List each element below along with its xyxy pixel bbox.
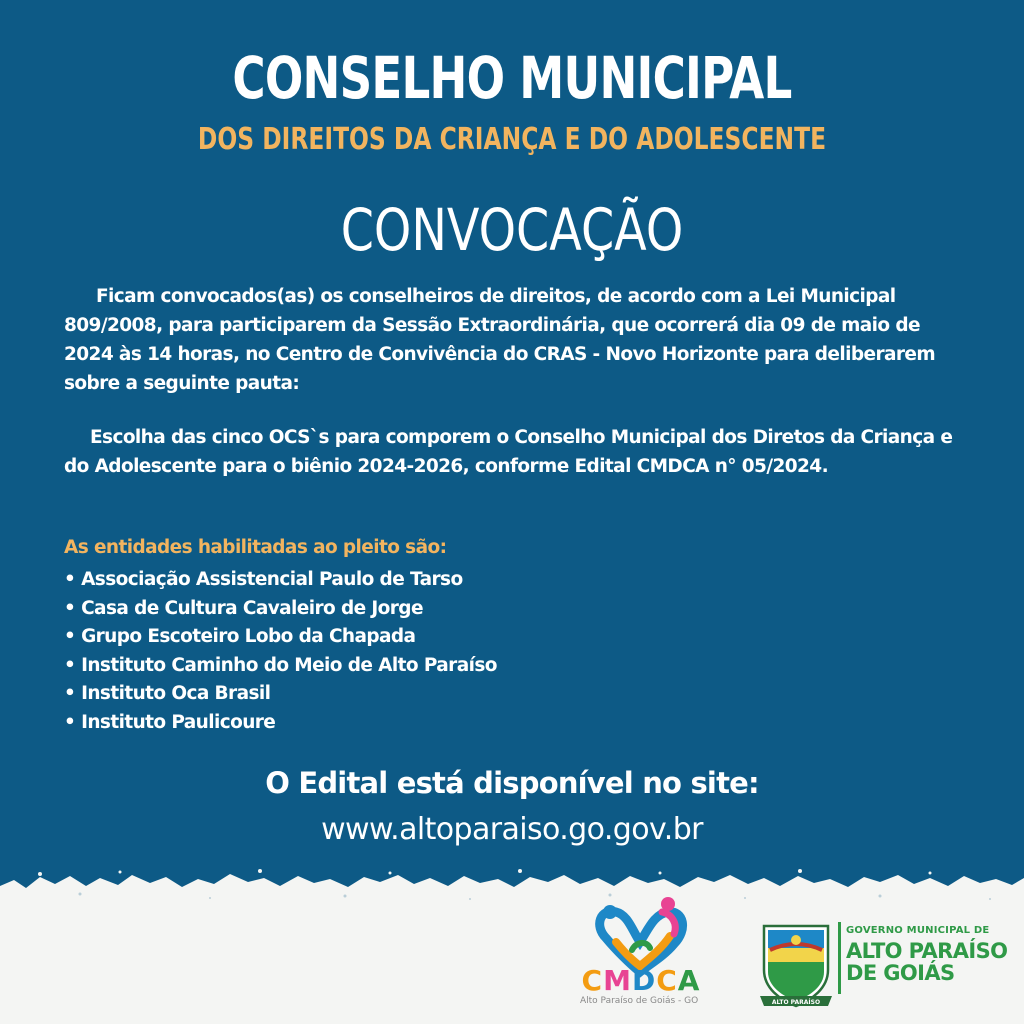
- cmdca-letter: C: [581, 964, 604, 997]
- list-item: • Associação Assistencial Paulo de Tarso: [64, 566, 497, 595]
- website-link[interactable]: www.altoparaiso.go.gov.br: [321, 812, 703, 847]
- cmdca-location: Alto Paraíso de Goiás - GO: [580, 996, 699, 1006]
- gov-label: GOVERNO MUNICIPAL DE: [846, 925, 990, 936]
- entities-title: As entidades habilitadas ao pleito são:: [64, 537, 447, 558]
- cmdca-letter: C: [656, 964, 678, 997]
- paragraph-agenda: Escolha das cinco OCS`s para comporem o Conselho Municipal dos Diretos da Criança e do Adolescente para o biênio 2024-2026, conforme Edital CMDCA n° 05/2024.: [64, 427, 953, 477]
- gov-name-line2: DE GOIÁS: [846, 961, 955, 985]
- svg-text:ALTO PARAÍSO: ALTO PARAÍSO: [771, 999, 821, 1006]
- list-item: • Instituto Paulicoure: [64, 709, 497, 738]
- list-item: • Casa de Cultura Cavaleiro de Jorge: [64, 595, 497, 624]
- list-item: • Grupo Escoteiro Lobo da Chapada: [64, 623, 497, 652]
- gov-divider: [838, 922, 841, 994]
- cmdca-letter: A: [677, 964, 701, 997]
- paragraph-convocation: Ficam convocados(as) os conselheiros de direitos, de acordo com a Lei Municipal 809/2008, para participarem da Sessão Extraordinária, que ocorrerá dia 09 de maio de 2024 às 14 horas, no Centro de Convivência do CRAS - Novo Horizonte para deliberarem sobre a seguinte pauta:: [64, 286, 935, 394]
- cmdca-wordmark: [576, 964, 706, 997]
- list-item: • Instituto Oca Brasil: [64, 680, 497, 709]
- page-title: CONSELHO MUNICIPAL: [232, 44, 792, 112]
- edital-cta: O Edital está disponível no site:: [265, 766, 759, 800]
- gov-name-line1: ALTO PARAÍSO: [846, 939, 1008, 963]
- municipal-crest-icon: [756, 916, 836, 1012]
- convocation-heading: CONVOCAÇÃO: [340, 196, 684, 264]
- entities-list: [64, 566, 497, 737]
- cmdca-letter: M: [603, 964, 632, 997]
- cmdca-letter: D: [631, 964, 657, 997]
- list-item: • Instituto Caminho do Meio de Alto Paraíso: [64, 652, 497, 681]
- page-subtitle: DOS DIREITOS DA CRIANÇA E DO ADOLESCENTE: [197, 122, 827, 157]
